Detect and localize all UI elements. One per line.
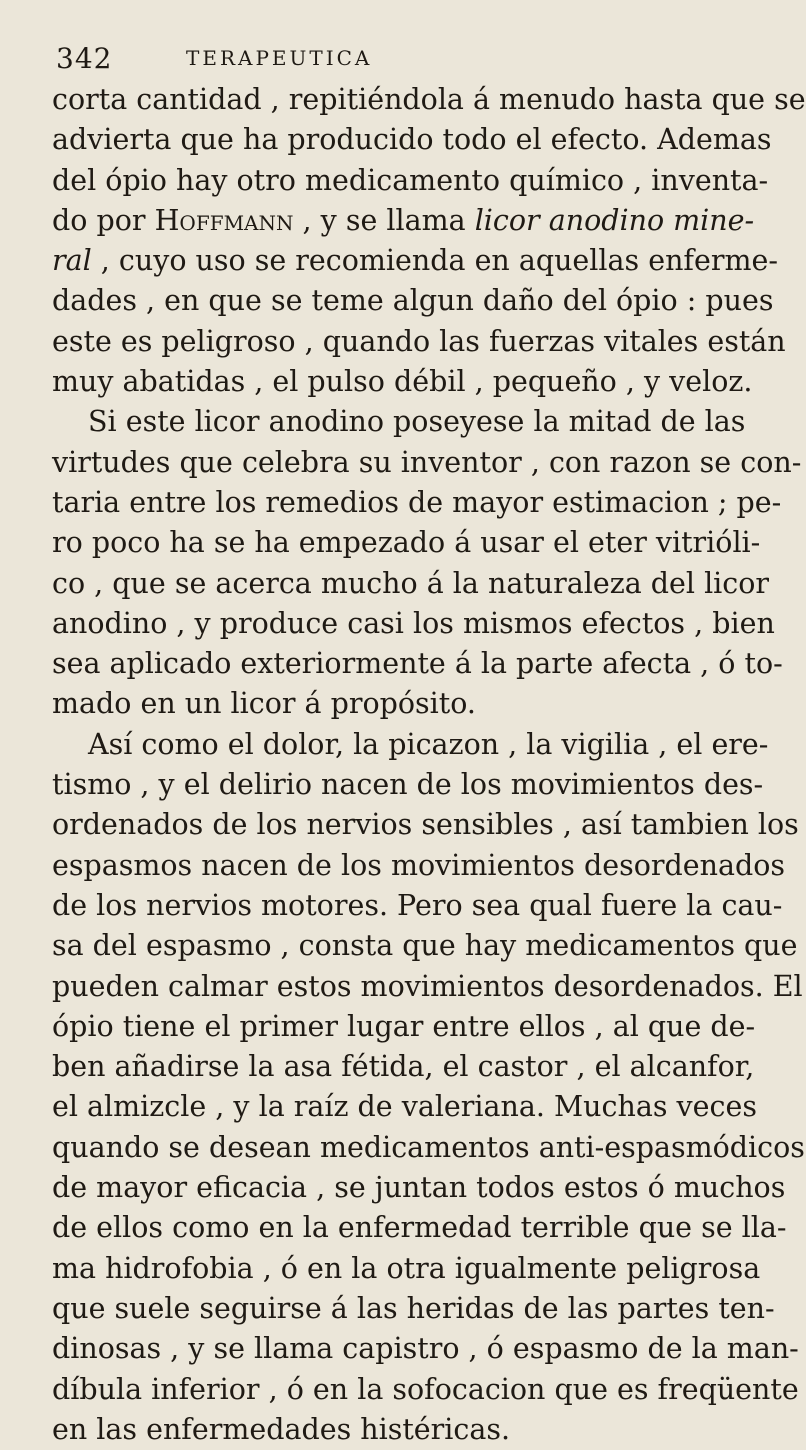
text-line: tismo , y el delirio nacen de los movimientos des- — [52, 768, 764, 802]
text-line: el almizcle , y la raíz de valeriana. Muchas veces — [52, 1090, 757, 1124]
text-line: Si este licor anodino poseyese la mitad de las — [88, 405, 746, 439]
text-line: díbula inferior , ó en la sofocacion que es freqüente — [52, 1372, 799, 1406]
text-line: de mayor eficacia , se juntan todos estos ó muchos — [52, 1171, 786, 1205]
text-line: espasmos nacen de los movimientos desordenados — [52, 848, 785, 882]
text-line: muy abatidas , el pulso débil , pequeño , y veloz. — [52, 365, 753, 399]
text-line: corta cantidad , repitiéndola á menudo hasta que se — [52, 83, 806, 116]
text-line: ben añadirse la asa fétida, el castor , el alcanfor, — [52, 1050, 755, 1084]
text-line: en las enfermedades histéricas. — [52, 1412, 511, 1446]
text-line: virtudes que celebra su inventor , con razon se con- — [52, 445, 802, 479]
italic-term: ral — [52, 244, 92, 278]
text-line: este es peligroso , quando las fuerzas vitales están — [52, 324, 786, 358]
author-name: Hoffmann — [154, 203, 294, 237]
text-line: co , que se acerca mucho á la naturaleza del licor — [52, 566, 770, 600]
text-line: del ópio hay otro medicamento químico , inventa- — [52, 163, 769, 197]
text-line: ordenados de los nervios sensibles , así tambien los — [52, 808, 799, 842]
text-line: taria entre los remedios de mayor estimacion ; pe- — [52, 485, 782, 519]
text-line: Así como el dolor, la picazon , la vigilia , el ere- — [88, 727, 769, 761]
page-number: 342 — [56, 42, 113, 75]
text-line: sa del espasmo , consta que hay medicamentos que — [52, 929, 798, 963]
text-line: ro poco ha se ha empezado á usar el eter vitrióli- — [52, 526, 761, 560]
text-line: dinosas , y se llama capistro , ó espasmo de la man- — [52, 1332, 799, 1366]
text-line: ma hidrofobia , ó en la otra igualmente peligrosa — [52, 1251, 761, 1285]
running-title: TERAPEUTICA — [186, 46, 373, 70]
text-line: ral , cuyo uso se recomienda en aquellas enferme- — [52, 244, 778, 278]
text-line: de ellos como en la enfermedad terrible que se lla- — [52, 1211, 787, 1245]
text-line: do por Hoffmann , y se llama licor anodino mine- — [52, 203, 755, 237]
text-line: dades , en que se teme algun daño del ópio : pues — [52, 284, 774, 318]
italic-term: licor anodino mine- — [474, 203, 755, 237]
page-header — [56, 8, 706, 75]
text-line: de los nervios motores. Pero sea qual fuere la cau- — [52, 888, 783, 922]
text-line: advierta que ha producido todo el efecto. Ademas — [52, 123, 772, 157]
text-line: que suele seguirse á las heridas de las partes ten- — [52, 1291, 775, 1325]
text-line: quando se desean medicamentos anti-espasmódicos — [52, 1130, 805, 1164]
text-line: mado en un licor á propósito. — [52, 687, 476, 721]
body-text — [52, 80, 806, 1450]
text-line: ópio tiene el primer lugar entre ellos , al que de- — [52, 1009, 756, 1043]
text-line: anodino , y produce casi los mismos efectos , bien — [52, 606, 775, 640]
text-line: sea aplicado exteriormente á la parte afecta , ó to- — [52, 647, 783, 681]
text-line: pueden calmar estos movimientos desordenados. El — [52, 969, 803, 1003]
